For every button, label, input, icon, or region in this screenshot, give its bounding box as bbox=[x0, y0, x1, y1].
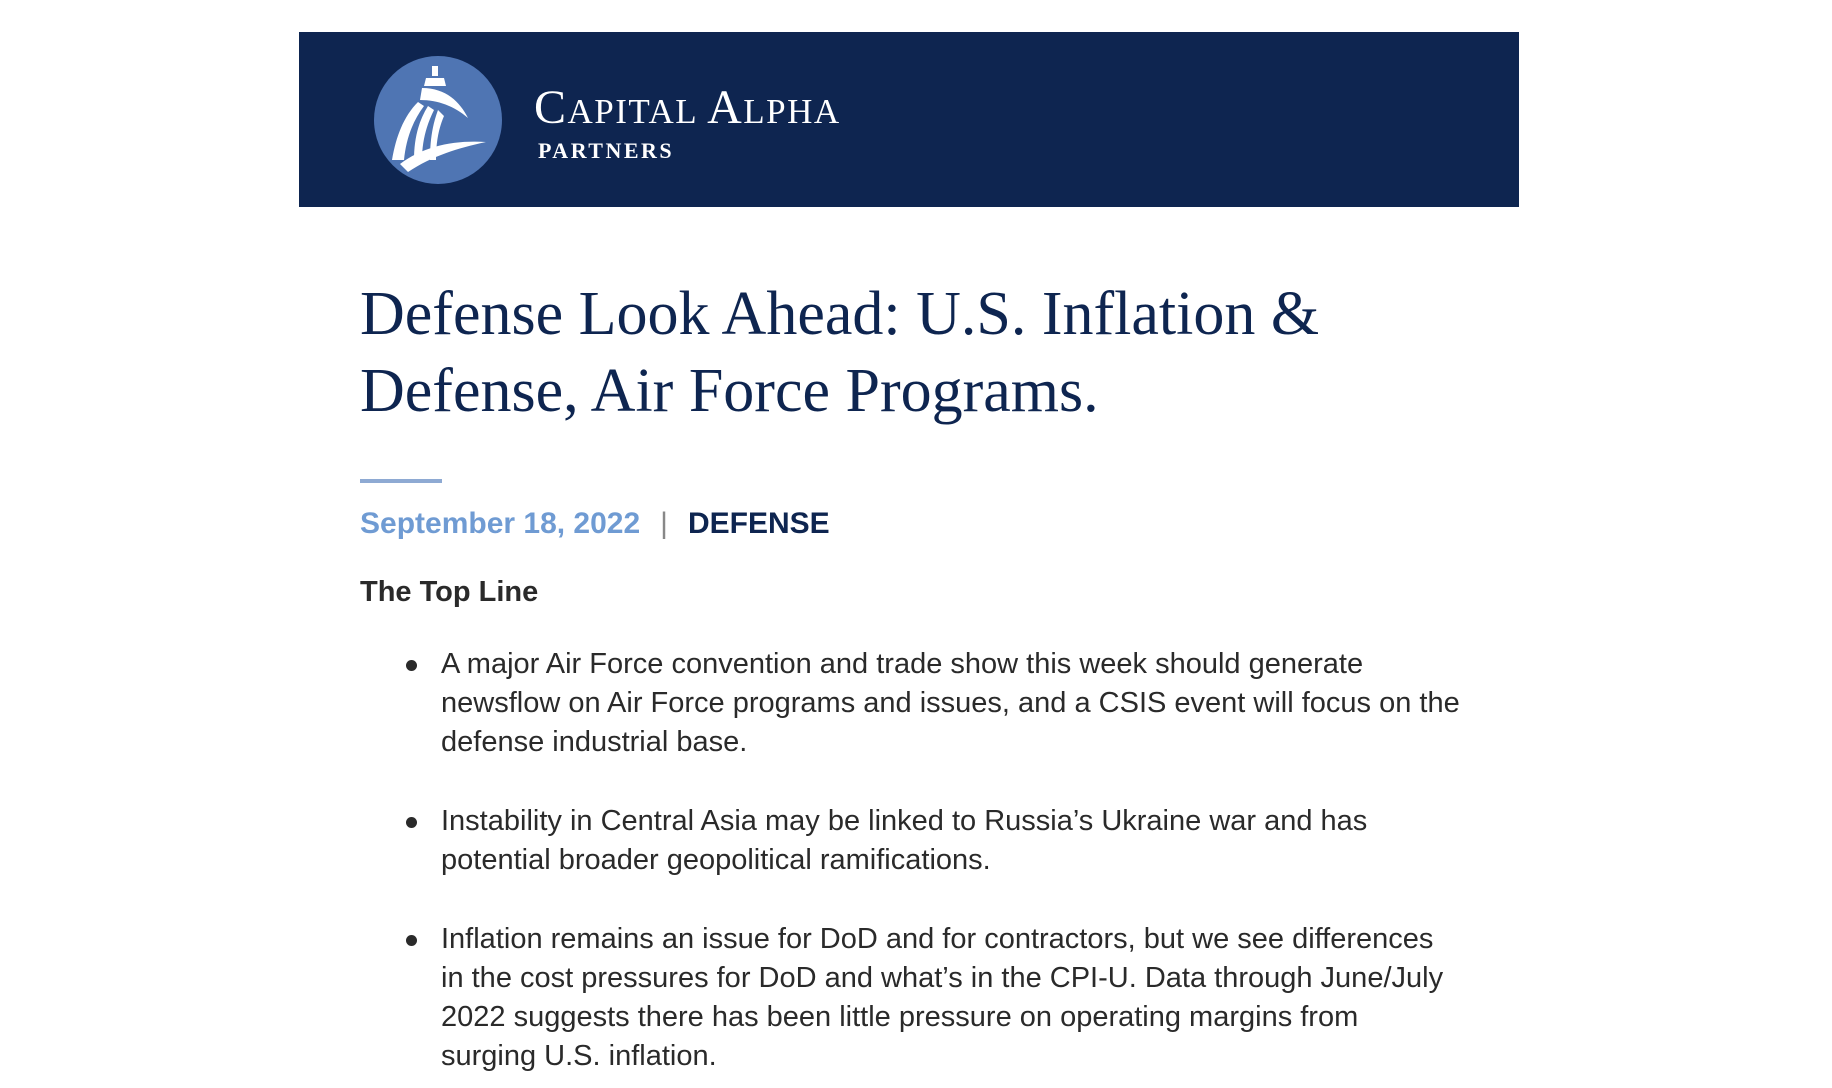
brand-name: CAPITAL ALPHA bbox=[534, 81, 841, 134]
list-item bbox=[360, 920, 1480, 1076]
brand-subtitle: PARTNERS bbox=[538, 138, 675, 163]
bullet-icon bbox=[406, 935, 417, 946]
title-divider bbox=[360, 479, 442, 483]
list-item-text: A major Air Force convention and trade show this week should generate newsflow on Air Force programs and issues, and a CSIS event will focus on the defense industrial base. bbox=[441, 648, 1460, 758]
article-title: Defense Look Ahead: U.S. Inflation & Defense, Air Force Programs. bbox=[360, 280, 1320, 425]
capitol-dome-logo-icon bbox=[374, 56, 502, 184]
article-category: DEFENSE bbox=[687, 507, 830, 540]
list-item bbox=[360, 645, 1480, 762]
section-heading: The Top Line bbox=[360, 576, 539, 608]
meta-separator: | bbox=[660, 507, 668, 540]
bullet-icon bbox=[406, 817, 417, 828]
list-item bbox=[360, 802, 1480, 880]
article-meta bbox=[360, 506, 830, 542]
list-item-text: Inflation remains an issue for DoD and for contractors, but we see differences in the cost pressures for DoD and what’s in the CPI-U. Data through June/July 2022 suggests there has been little pressure on operating margins from surging U.S. inflation. bbox=[441, 923, 1444, 1072]
article-date: September 18, 2022 bbox=[360, 507, 641, 540]
top-line-list bbox=[360, 645, 1480, 1076]
list-item-text: Instability in Central Asia may be linked to Russia’s Ukraine war and has potential broader geopolitical ramifications. bbox=[441, 805, 1368, 876]
bullet-icon bbox=[406, 660, 417, 671]
header-banner bbox=[299, 32, 1519, 207]
